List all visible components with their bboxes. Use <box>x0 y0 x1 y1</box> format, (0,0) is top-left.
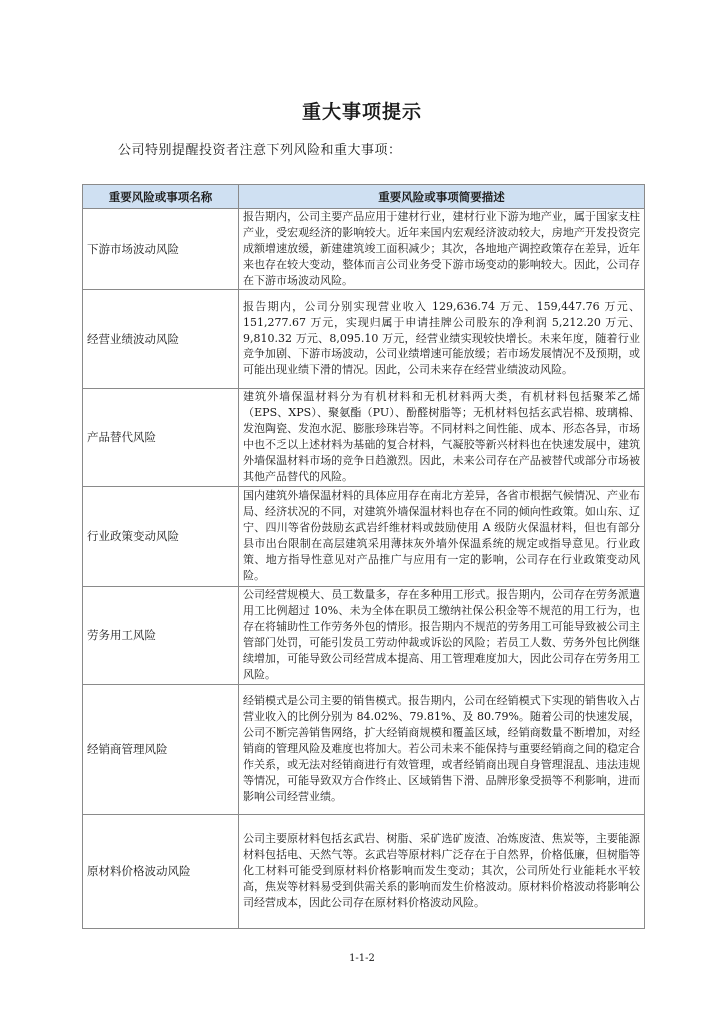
risk-name: 行业政策变动风险 <box>83 486 239 586</box>
risk-name: 下游市场波动风险 <box>83 209 239 290</box>
header-risk-desc: 重要风险或事项简要描述 <box>239 185 645 209</box>
table-row <box>83 814 645 928</box>
table-row <box>83 289 645 388</box>
risk-table <box>82 184 645 929</box>
risk-name: 经销商管理风险 <box>83 684 239 814</box>
risk-name: 产品替代风险 <box>83 388 239 486</box>
risk-desc: 国内建筑外墙保温材料的具体应用存在南北方差异，各省市根据气候情况、产业布局、经济状况的不同，对建筑外墙保温材料也存在不同的倾向性政策。如山东、辽宁、四川等省份鼓励玄武岩纤维材料或鼓励使用 A 级防火保温材料，但也有部分县市出台限制在高层建筑采用薄抹灰外墙外保温系统的规定或指导意见。行业政策、地方指导性意见对产品推广与应用有一定的影响，公司存在行业政策变动风险。 <box>239 486 645 586</box>
header-risk-name: 重要风险或事项名称 <box>83 185 239 209</box>
page-number: 1-1-2 <box>349 953 375 964</box>
risk-desc: 公司主要原材料包括玄武岩、树脂、采矿选矿废渣、冶炼废渣、焦炭等，主要能源材料包括电、天然气等。玄武岩等原材料广泛存在于自然界，价格低廉，但树脂等化工材料可能受到原材料价格影响而发生变动；其次，公司所处行业能耗水平较高，焦炭等材料易受到供需关系的影响而发生价格波动。原材料价格波动将影响公司经营成本，因此公司存在原材料价格波动风险。 <box>239 814 645 928</box>
page-title: 重大事项提示 <box>301 101 422 123</box>
risk-desc: 报告期内，公司主要产品应用于建材行业，建材行业下游为地产业，属于国家支柱产业，受宏观经济的影响较大。近年来国内宏观经济波动较大，房地产开发投资完成额增速放缓，新建建筑竣工面积减少；其次，各地地产调控政策存在差异，近年来也存在较大变动，整体而言公司业务受下游市场变动的影响较大。因此，公司存在下游市场波动风险。 <box>239 209 645 290</box>
risk-name: 原材料价格波动风险 <box>83 814 239 928</box>
table-row <box>83 684 645 814</box>
risk-desc: 公司经营规模大、员工数量多，存在多种用工形式。报告期内，公司存在劳务派遣用工比例超过 10%、未为全体在职员工缴纳社保公积金等不规范的用工行为，也存在将辅助性工作劳务外包的情形。报告期内不规范的劳务用工可能导致被公司主管部门处罚，可能引发员工劳动仲裁或诉讼的风险；若员工人数、劳务外包比例继续增加，可能导致公司经营成本提高、用工管理难度加大，因此公司存在劳务用工风险。 <box>239 586 645 684</box>
risk-desc: 经销模式是公司主要的销售模式。报告期内，公司在经销模式下实现的销售收入占营业收入的比例分别为 84.02%、79.81%、及 80.79%。随着公司的快速发展，公司不断完善销售网络，扩大经销商规模和覆盖区域，经销商数量不断增加，对经销商的管理风险及难度也将加大。若公司未来不能保持与重要经销商之间的稳定合作关系，或无法对经销商进行有效管理，或者经销商出现自身管理混乱、违法违规等情况，可能导致双方合作终止、区域销售下滑、品牌形象受损等不利影响，进而影响公司经营业绩。 <box>239 684 645 814</box>
table-row <box>83 586 645 684</box>
table-row <box>83 209 645 290</box>
risk-desc: 报告期内，公司分别实现营业收入 129,636.74 万元、159,447.76 万元、151,277.67 万元，实现归属于申请挂牌公司股东的净利润 5,212.20 万元、9,810.32 万元、8,095.10 万元，经营业绩实现较快增长。未来年度，随着行业竞争加剧、下游市场波动，公司业绩增速可能放缓；若市场发展情况不及预期，或可能出现业绩下滑的情况。因此，公司未来存在经营业绩波动风险。 <box>239 289 645 388</box>
table-row <box>83 486 645 586</box>
risk-name: 经营业绩波动风险 <box>83 289 239 388</box>
risk-name: 劳务用工风险 <box>83 586 239 684</box>
intro-text: 公司特别提醒投资者注意下列风险和重大事项： <box>118 143 402 158</box>
table-header-row <box>83 185 645 209</box>
risk-desc: 建筑外墙保温材料分为有机材料和无机材料两大类，有机材料包括聚苯乙烯（EPS、XPS）、聚氨酯（PU）、酚醛树脂等；无机材料包括玄武岩棉、玻璃棉、发泡陶瓷、发泡水泥、膨胀珍珠岩等。不同材料之间性能、成本、形态各异，市场中也不乏以上述材料为基础的复合材料，气凝胶等新兴材料也在快速发展中，建筑外墙保温材料市场的竞争日趋激烈。因此，未来公司存在产品被替代或部分市场被其他产品替代的风险。 <box>239 388 645 486</box>
table-row <box>83 388 645 486</box>
